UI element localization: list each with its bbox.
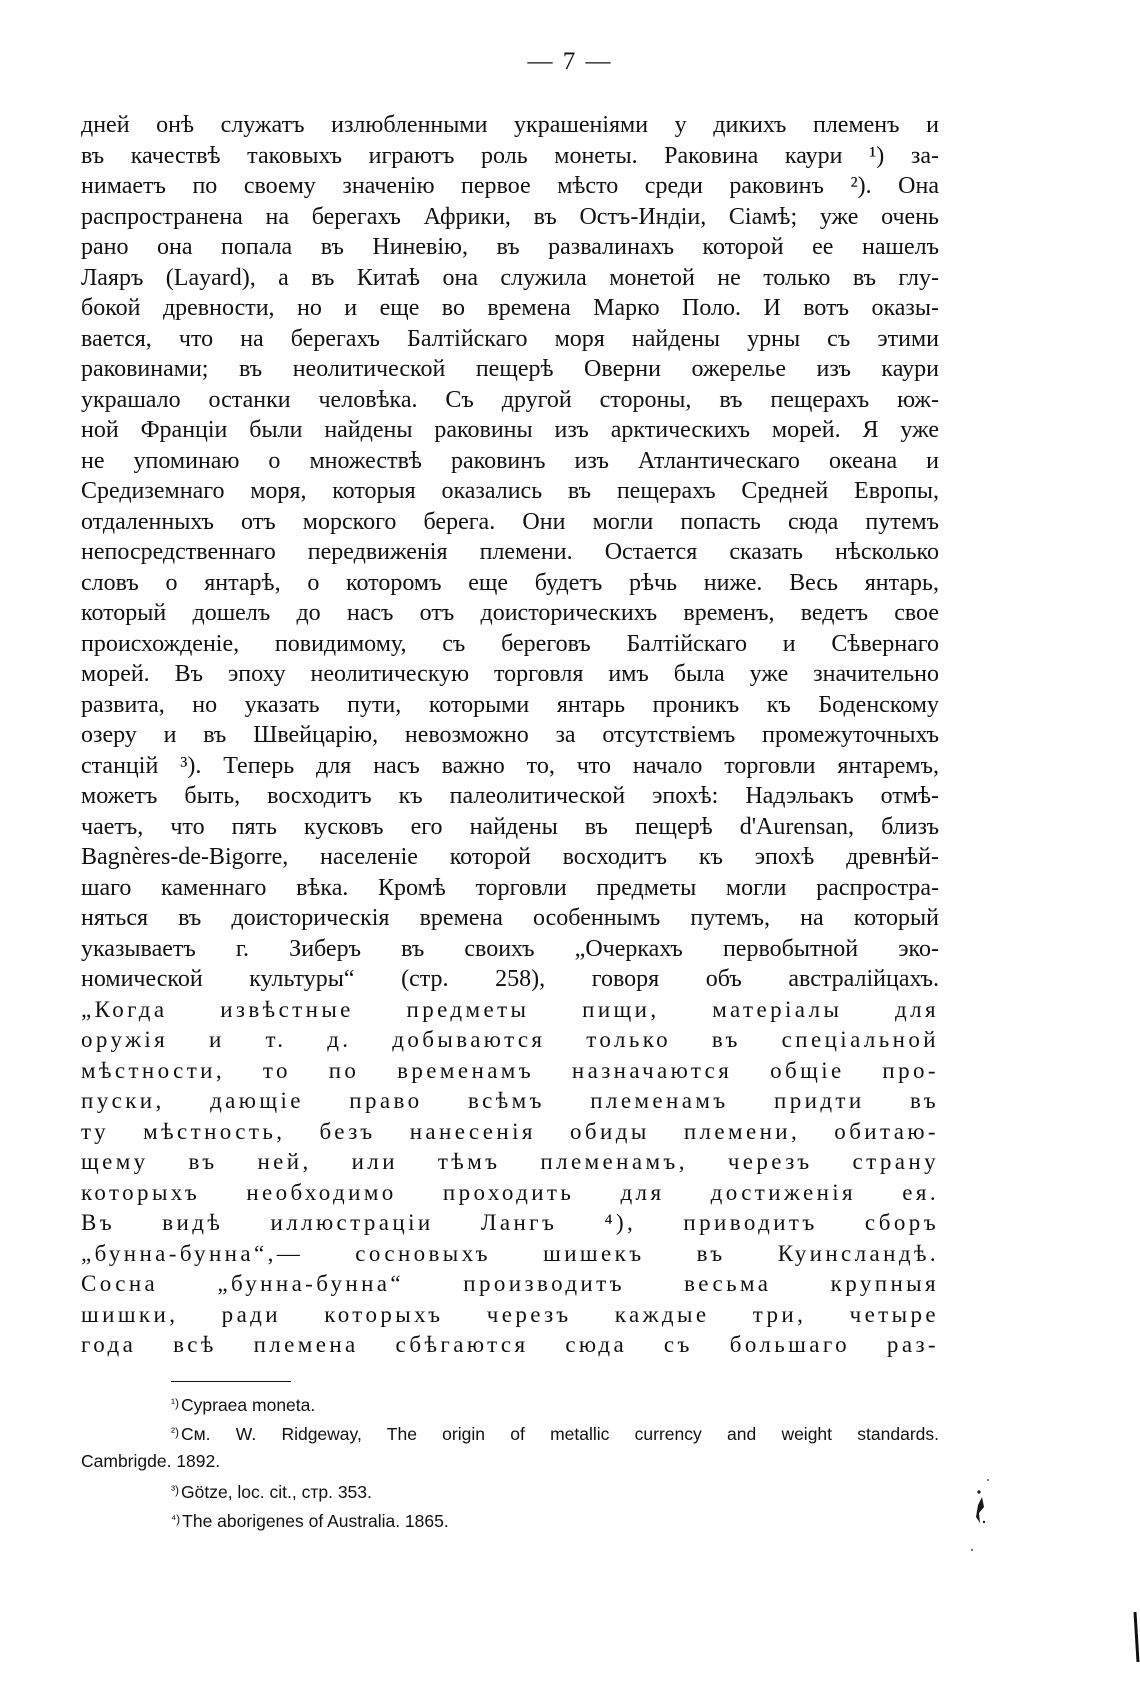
footnote-marker: ⁴): [171, 1512, 181, 1526]
footnotes: [81, 1389, 939, 1534]
text-line: няться въ доисторическія времена особеннымъ путемъ, на который: [81, 905, 939, 931]
footnote-2: [81, 1418, 939, 1447]
text-line: Лаяръ (Layard), а въ Китаѣ она служила монетой не только въ глу-: [81, 264, 939, 291]
footnote-2-continuation: [81, 1447, 939, 1476]
text-line: рано она попала въ Ниневію, въ развалинахъ которой ее нашелъ: [81, 234, 939, 260]
text-line: Средиземнаго моря, которыя оказались въ пещерахъ Средней Европы,: [81, 478, 939, 504]
text-line: чаетъ, что пять кусковъ его найдены въ пещерѣ d'Aurensan, близъ: [81, 813, 939, 840]
quoted-text-line: которыхъ необходимо проходить для достиженія ея.: [81, 1179, 939, 1205]
quoted-text-line: „Когда извѣстные предметы пищи, матеріалы для: [81, 996, 939, 1022]
footnote-text: Cypraea moneta.: [181, 1395, 316, 1415]
text-line: станцій ³). Теперь для насъ важно то, что начало торговли янтаремъ,: [81, 752, 939, 779]
text-line: шаго каменнаго вѣка. Кромѣ торговли предметы могли распростра-: [81, 874, 939, 901]
scan-speck-mark: [958, 1450, 998, 1560]
text-line: въ качествѣ таковыхъ играютъ роль монеты. Раковина каури ¹) за-: [81, 142, 939, 169]
text-line: распространена на берегахъ Африки, въ Остъ-Индіи, Сіамѣ; уже очень: [81, 203, 939, 230]
footnote-text: См. W. Ridgeway, The origin of metallic currency and weight standards.: [181, 1424, 939, 1444]
text-line: морей. Въ эпоху неолитическую торговля имъ была уже значительно: [81, 661, 939, 687]
text-line: отдаленныхъ отъ морского берега. Они могли попасть сюда путемъ: [81, 508, 939, 535]
footnote-text: Cambrigde. 1892.: [81, 1451, 221, 1471]
quoted-text-line: года всѣ племена сбѣгаются сюда съ большаго раз-: [81, 1332, 939, 1357]
footnote-1: [81, 1389, 939, 1418]
footnote-marker: ¹): [171, 1396, 179, 1410]
quoted-text-line: Въ видѣ иллюстраціи Лангъ ⁴), приводитъ сборъ: [81, 1210, 939, 1235]
footnote-text: The aborigenes of Australia. 1865.: [182, 1511, 449, 1531]
text-line: вается, что на берегахъ Балтійскаго моря найдены урны съ этими: [81, 325, 939, 352]
text-line: развита, но указать пути, которыми янтарь проникъ къ Боденскому: [81, 691, 939, 718]
quoted-text-line: ту мѣстность, безъ нанесенія обиды племени, обитаю-: [81, 1118, 939, 1144]
text-line: Bagnères-de-Bigorre, населеніе которой восходитъ къ эпохѣ древнѣй-: [81, 844, 939, 870]
scan-edge-mark: [1132, 1612, 1140, 1662]
text-line: бокой древности, но и еще во времена Марко Поло. И вотъ оказы-: [81, 295, 939, 321]
text-line: происхожденіе, повидимому, съ береговъ Балтійскаго и Сѣвернаго: [81, 630, 939, 657]
text-line: указываетъ г. Зиберъ въ своихъ „Очеркахъ первобытной эко-: [81, 935, 939, 962]
footnote-4: [81, 1505, 939, 1534]
footnote-marker: ²): [171, 1425, 179, 1439]
text-line: украшало останки человѣка. Съ другой стороны, въ пещерахъ юж-: [81, 386, 939, 413]
text-line: озеру и въ Швейцарію, невозможно за отсутствіемъ промежуточныхъ: [81, 722, 939, 748]
text-line: не упоминаю о множествѣ раковинъ изъ Атлантическаго океана и: [81, 447, 939, 474]
text-line: можетъ быть, восходитъ къ палеолитической эпохѣ: Надэльакъ отмѣ-: [81, 783, 939, 809]
text-line: ной Франціи были найдены раковины изъ арктическихъ морей. Я уже: [81, 417, 939, 443]
footnote-divider: [171, 1381, 291, 1382]
footnote-marker: ³): [171, 1483, 179, 1497]
quoted-text-line: „бунна-бунна“,— сосновыхъ шишекъ въ Куинсландѣ.: [81, 1240, 939, 1266]
quoted-text-line: шишки, ради которыхъ черезъ каждые три, четыре: [81, 1301, 939, 1327]
footnote-3: [81, 1476, 939, 1505]
quoted-text-line: Сосна „бунна-бунна“ производитъ весьма крупныя: [81, 1271, 939, 1296]
text-line: номической культуры“ (стр. 258), говоря объ австралійцахъ.: [81, 966, 939, 992]
text-line: непосредственнаго передвиженія племени. Остается сказать нѣсколько: [81, 539, 939, 565]
footnote-text: Gӧtze, loc. cit., стр. 353.: [181, 1482, 372, 1502]
page-number: — 7 —: [527, 48, 613, 75]
body-text: [81, 110, 939, 1361]
quoted-text-line: мѣстности, то по временамъ назначаются общіе про-: [81, 1057, 939, 1083]
text-line: нимаетъ по своему значенію первое мѣсто среди раковинъ ²). Она: [81, 173, 939, 199]
text-line: раковинами; въ неолитической пещерѣ Оверни ожерелье изъ каури: [81, 356, 939, 382]
quoted-text-line: оружія и т. д. добываются только въ спеціальной: [81, 1027, 939, 1052]
text-line: дней онѣ служатъ излюбленными украшеніями у дикихъ племенъ и: [81, 112, 939, 138]
quoted-text-line: пуски, дающіе право всѣмъ племенамъ придти въ: [81, 1088, 939, 1113]
text-line: который дошелъ до насъ отъ доисторическихъ временъ, ведетъ свое: [81, 600, 939, 626]
text-line: словъ о янтарѣ, о которомъ еще будетъ рѣчь ниже. Весь янтарь,: [81, 569, 939, 596]
quoted-text-line: щему въ ней, или тѣмъ племенамъ, черезъ страну: [81, 1149, 939, 1174]
